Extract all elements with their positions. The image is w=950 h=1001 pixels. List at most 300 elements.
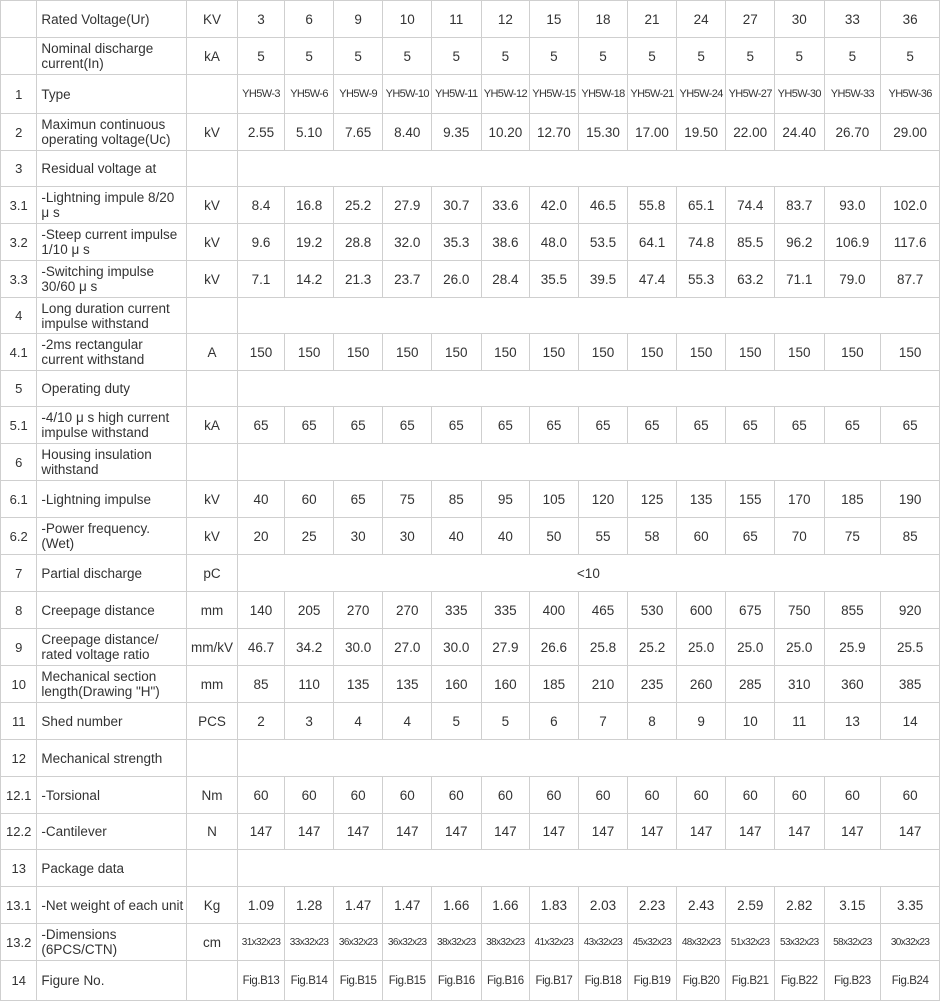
value-cell: 30 (383, 518, 432, 555)
value-cell: 11 (432, 1, 482, 38)
value-cell: 27 (726, 1, 775, 38)
value-cell: 106.9 (824, 224, 881, 261)
row-label: Creepage distance/ rated voltage ratio (37, 629, 187, 666)
value-cell: 2.43 (676, 887, 726, 924)
value-cell: 150 (237, 334, 285, 371)
value-cell: 150 (774, 334, 824, 371)
header-row-rated-voltage (1, 1, 940, 38)
value-cell: 5 (481, 703, 530, 740)
row-label: -Lightning impule 8/20 μ s (37, 187, 187, 224)
row-label: Nominal discharge current(In) (37, 38, 187, 75)
row-number: 12.2 (1, 814, 37, 850)
value-cell: 400 (530, 592, 579, 629)
value-cell: Fig.B24 (881, 961, 940, 1001)
table-row (1, 629, 940, 666)
value-cell: 60 (333, 777, 383, 814)
value-cell: 34.2 (285, 629, 334, 666)
header-row-nominal-discharge (1, 38, 940, 75)
value-cell: 51x32x23 (726, 924, 775, 961)
value-cell: 5 (432, 703, 482, 740)
row-unit: mm/kV (187, 629, 238, 666)
empty-section-cell (237, 740, 939, 777)
row-number: 5.1 (1, 407, 37, 444)
value-cell: 147 (530, 814, 579, 850)
value-cell: 85 (881, 518, 940, 555)
row-number (1, 1, 37, 38)
value-cell: 95 (481, 481, 530, 518)
value-cell: Fig.B16 (432, 961, 482, 1001)
row-unit (187, 444, 238, 481)
value-cell: YH5W-18 (578, 75, 628, 114)
row-label: -Torsional (37, 777, 187, 814)
value-cell: 16.8 (285, 187, 334, 224)
value-cell: 102.0 (881, 187, 940, 224)
value-cell: 140 (237, 592, 285, 629)
value-cell: 50 (530, 518, 579, 555)
table-row (1, 407, 940, 444)
value-cell: YH5W-24 (676, 75, 726, 114)
value-cell: 855 (824, 592, 881, 629)
row-number: 4.1 (1, 334, 37, 371)
row-number: 3 (1, 151, 37, 187)
value-cell: 55.8 (628, 187, 677, 224)
value-cell: 4 (333, 703, 383, 740)
value-cell: 5 (824, 38, 881, 75)
row-unit: kV (187, 187, 238, 224)
value-cell: 12.70 (530, 114, 579, 151)
value-cell: 65 (676, 407, 726, 444)
value-cell: 14 (881, 703, 940, 740)
row-unit: Nm (187, 777, 238, 814)
value-cell: 160 (432, 666, 482, 703)
value-cell: 60 (285, 777, 334, 814)
empty-section-cell (237, 371, 939, 407)
value-cell: YH5W-11 (432, 75, 482, 114)
value-cell: 5 (628, 38, 677, 75)
empty-section-cell (237, 444, 939, 481)
row-number: 6.2 (1, 518, 37, 555)
value-cell: 58 (628, 518, 677, 555)
row-number: 14 (1, 961, 37, 1001)
value-cell: Fig.B14 (285, 961, 334, 1001)
value-cell: 110 (285, 666, 334, 703)
value-cell: 65 (578, 407, 628, 444)
row-unit: cm (187, 924, 238, 961)
value-cell: 25.2 (628, 629, 677, 666)
value-cell: 5 (676, 38, 726, 75)
value-cell: YH5W-33 (824, 75, 881, 114)
value-cell: 29.00 (881, 114, 940, 151)
table-row (1, 924, 940, 961)
table-row (1, 334, 940, 371)
table-row (1, 518, 940, 555)
value-cell: 43x32x23 (578, 924, 628, 961)
value-cell: 147 (628, 814, 677, 850)
row-number: 3.1 (1, 187, 37, 224)
table-row (1, 114, 940, 151)
value-cell: 64.1 (628, 224, 677, 261)
value-cell: 6 (285, 1, 334, 38)
row-unit (187, 151, 238, 187)
row-label: -Switching impulse 30/60 μ s (37, 261, 187, 298)
value-cell: 65 (333, 407, 383, 444)
value-cell: 5 (333, 38, 383, 75)
table-row (1, 151, 940, 187)
value-cell: 150 (726, 334, 775, 371)
value-cell: 150 (383, 334, 432, 371)
value-cell: 7.65 (333, 114, 383, 151)
value-cell: 25.8 (578, 629, 628, 666)
value-cell: 2.82 (774, 887, 824, 924)
value-cell: 28.8 (333, 224, 383, 261)
value-cell: 5 (237, 38, 285, 75)
value-cell: 147 (881, 814, 940, 850)
table-row (1, 740, 940, 777)
value-cell: 65 (530, 407, 579, 444)
value-cell: 85.5 (726, 224, 775, 261)
value-cell: 83.7 (774, 187, 824, 224)
value-cell: 55 (578, 518, 628, 555)
value-cell: 2.59 (726, 887, 775, 924)
value-cell: 2 (237, 703, 285, 740)
value-cell: 60 (881, 777, 940, 814)
value-cell: 150 (285, 334, 334, 371)
value-cell: 33 (824, 1, 881, 38)
row-unit: A (187, 334, 238, 371)
table-row (1, 555, 940, 592)
value-cell: 235 (628, 666, 677, 703)
value-cell: 60 (481, 777, 530, 814)
value-cell: 920 (881, 592, 940, 629)
value-cell: 60 (628, 777, 677, 814)
value-cell: YH5W-15 (530, 75, 579, 114)
value-cell: 147 (285, 814, 334, 850)
row-unit: KV (187, 1, 238, 38)
empty-section-cell (237, 151, 939, 187)
row-number: 6 (1, 444, 37, 481)
value-cell: 21 (628, 1, 677, 38)
value-cell: 4 (383, 703, 432, 740)
value-cell: 42.0 (530, 187, 579, 224)
value-cell: 147 (383, 814, 432, 850)
value-cell: YH5W-10 (383, 75, 432, 114)
value-cell: 150 (333, 334, 383, 371)
value-cell: 360 (824, 666, 881, 703)
value-cell: 8.40 (383, 114, 432, 151)
row-unit: PCS (187, 703, 238, 740)
row-unit (187, 961, 238, 1001)
value-cell: 3 (285, 703, 334, 740)
value-cell: Fig.B22 (774, 961, 824, 1001)
value-cell: 125 (628, 481, 677, 518)
row-number: 13.2 (1, 924, 37, 961)
row-number: 9 (1, 629, 37, 666)
value-cell: 8.4 (237, 187, 285, 224)
value-cell: 23.7 (383, 261, 432, 298)
value-cell: 48.0 (530, 224, 579, 261)
value-cell: 135 (383, 666, 432, 703)
value-cell: 46.7 (237, 629, 285, 666)
value-cell: 530 (628, 592, 677, 629)
value-cell: YH5W-9 (333, 75, 383, 114)
row-number: 1 (1, 75, 37, 114)
value-cell: 135 (333, 666, 383, 703)
row-label: -Cantilever (37, 814, 187, 850)
row-number: 5 (1, 371, 37, 407)
value-cell: 60 (578, 777, 628, 814)
value-cell: 150 (432, 334, 482, 371)
value-cell: 65 (726, 407, 775, 444)
value-cell: 147 (333, 814, 383, 850)
value-cell: 87.7 (881, 261, 940, 298)
value-cell: 60 (432, 777, 482, 814)
value-cell: Fig.B21 (726, 961, 775, 1001)
value-cell: 1.28 (285, 887, 334, 924)
value-cell: 147 (432, 814, 482, 850)
table-row (1, 887, 940, 924)
value-cell: 5 (578, 38, 628, 75)
value-cell: 79.0 (824, 261, 881, 298)
value-cell: 675 (726, 592, 775, 629)
table-row (1, 666, 940, 703)
row-label: Shed number (37, 703, 187, 740)
value-cell: 7.1 (237, 261, 285, 298)
row-number (1, 38, 37, 75)
table-row (1, 444, 940, 481)
value-cell: 5 (383, 38, 432, 75)
value-cell: 65 (774, 407, 824, 444)
value-cell: 65 (432, 407, 482, 444)
value-cell: 30 (333, 518, 383, 555)
value-cell: 9 (333, 1, 383, 38)
row-label: -Steep current impulse 1/10 μ s (37, 224, 187, 261)
value-cell: 1.66 (432, 887, 482, 924)
value-cell: 11 (774, 703, 824, 740)
value-cell: 33x32x23 (285, 924, 334, 961)
value-cell: 5.10 (285, 114, 334, 151)
value-cell: 147 (774, 814, 824, 850)
value-cell: 53.5 (578, 224, 628, 261)
value-cell: 74.4 (726, 187, 775, 224)
table-row (1, 850, 940, 887)
row-label: -4/10 μ s high current impulse withstand (37, 407, 187, 444)
table-row (1, 261, 940, 298)
row-label: -Power frequency. (Wet) (37, 518, 187, 555)
value-cell: 65 (237, 407, 285, 444)
value-cell: 70 (774, 518, 824, 555)
value-cell: 22.00 (726, 114, 775, 151)
value-cell: 30 (774, 1, 824, 38)
value-cell: 30x32x23 (881, 924, 940, 961)
value-cell: 24.40 (774, 114, 824, 151)
value-cell: 27.0 (383, 629, 432, 666)
value-cell: Fig.B17 (530, 961, 579, 1001)
value-cell: 14.2 (285, 261, 334, 298)
value-cell: 150 (578, 334, 628, 371)
value-cell: 5 (774, 38, 824, 75)
row-number: 2 (1, 114, 37, 151)
value-cell: 65 (333, 481, 383, 518)
row-label: Figure No. (37, 961, 187, 1001)
value-cell: 71.1 (774, 261, 824, 298)
value-cell: 5 (530, 38, 579, 75)
row-label: -Net weight of each unit (37, 887, 187, 924)
value-cell: 205 (285, 592, 334, 629)
value-cell: 48x32x23 (676, 924, 726, 961)
row-label: Rated Voltage(Ur) (37, 1, 187, 38)
value-cell: 9.6 (237, 224, 285, 261)
value-cell: 190 (881, 481, 940, 518)
value-cell: 27.9 (383, 187, 432, 224)
value-cell: 750 (774, 592, 824, 629)
value-cell: 35.3 (432, 224, 482, 261)
value-cell: 40 (237, 481, 285, 518)
value-cell: 45x32x23 (628, 924, 677, 961)
row-unit: pC (187, 555, 238, 592)
row-label: Residual voltage at (37, 151, 187, 187)
value-cell: 310 (774, 666, 824, 703)
row-number: 10 (1, 666, 37, 703)
value-cell: 117.6 (881, 224, 940, 261)
empty-section-cell (237, 850, 939, 887)
row-label: Type (37, 75, 187, 114)
value-cell: 147 (824, 814, 881, 850)
value-cell: 1.47 (383, 887, 432, 924)
row-label: Long duration current impulse withstand (37, 298, 187, 334)
value-cell: 65 (285, 407, 334, 444)
value-cell: YH5W-6 (285, 75, 334, 114)
row-number: 13.1 (1, 887, 37, 924)
row-number: 3.2 (1, 224, 37, 261)
value-cell: 33.6 (481, 187, 530, 224)
row-number: 12.1 (1, 777, 37, 814)
value-cell: 3.15 (824, 887, 881, 924)
value-cell: 147 (676, 814, 726, 850)
value-cell: 147 (237, 814, 285, 850)
value-cell: 385 (881, 666, 940, 703)
value-cell: 1.09 (237, 887, 285, 924)
value-cell: 38.6 (481, 224, 530, 261)
row-number: 7 (1, 555, 37, 592)
value-cell: 24 (676, 1, 726, 38)
row-unit (187, 298, 238, 334)
row-unit: kA (187, 38, 238, 75)
value-cell: 31x32x23 (237, 924, 285, 961)
value-cell: 150 (824, 334, 881, 371)
value-cell: 3.35 (881, 887, 940, 924)
value-cell: YH5W-12 (481, 75, 530, 114)
value-cell: 150 (530, 334, 579, 371)
value-cell: 55.3 (676, 261, 726, 298)
value-cell: 19.50 (676, 114, 726, 151)
value-cell: 36x32x23 (383, 924, 432, 961)
value-cell: Fig.B16 (481, 961, 530, 1001)
value-cell: 1.66 (481, 887, 530, 924)
value-cell: 39.5 (578, 261, 628, 298)
row-label: Creepage distance (37, 592, 187, 629)
value-cell: 40 (432, 518, 482, 555)
value-cell: 65 (383, 407, 432, 444)
row-unit: mm (187, 666, 238, 703)
value-cell: Fig.B19 (628, 961, 677, 1001)
value-cell: 85 (237, 666, 285, 703)
row-number: 12 (1, 740, 37, 777)
row-unit (187, 371, 238, 407)
value-cell: 60 (676, 518, 726, 555)
value-cell: YH5W-30 (774, 75, 824, 114)
value-cell: 5 (881, 38, 940, 75)
table-row (1, 75, 940, 114)
value-cell: 150 (628, 334, 677, 371)
row-number: 11 (1, 703, 37, 740)
value-cell: Fig.B20 (676, 961, 726, 1001)
row-unit: kA (187, 407, 238, 444)
value-cell: 15 (530, 1, 579, 38)
value-cell: 2.03 (578, 887, 628, 924)
row-label: -Lightning impulse (37, 481, 187, 518)
value-cell: 3 (237, 1, 285, 38)
row-unit: N (187, 814, 238, 850)
value-cell: 46.5 (578, 187, 628, 224)
value-cell: 75 (824, 518, 881, 555)
value-cell: 160 (481, 666, 530, 703)
value-cell: 65 (481, 407, 530, 444)
value-cell: 8 (628, 703, 677, 740)
table-row (1, 814, 940, 850)
value-cell: 85 (432, 481, 482, 518)
value-cell: 210 (578, 666, 628, 703)
value-cell: 17.00 (628, 114, 677, 151)
value-cell: 96.2 (774, 224, 824, 261)
value-cell: 5 (285, 38, 334, 75)
table-row (1, 298, 940, 334)
value-cell: 120 (578, 481, 628, 518)
value-cell: 150 (481, 334, 530, 371)
value-cell: YH5W-3 (237, 75, 285, 114)
value-cell: 13 (824, 703, 881, 740)
row-unit: mm (187, 592, 238, 629)
value-cell: 32.0 (383, 224, 432, 261)
value-cell: Fig.B18 (578, 961, 628, 1001)
table-row (1, 481, 940, 518)
value-cell: 2.23 (628, 887, 677, 924)
row-unit: kV (187, 114, 238, 151)
value-cell: 7 (578, 703, 628, 740)
row-unit: kV (187, 481, 238, 518)
value-cell: 600 (676, 592, 726, 629)
row-unit: kV (187, 518, 238, 555)
value-cell: 335 (432, 592, 482, 629)
value-cell: YH5W-36 (881, 75, 940, 114)
row-unit: Kg (187, 887, 238, 924)
value-cell: 65 (824, 407, 881, 444)
value-cell: 41x32x23 (530, 924, 579, 961)
value-cell: 63.2 (726, 261, 775, 298)
value-cell: 10.20 (481, 114, 530, 151)
value-cell: 185 (824, 481, 881, 518)
row-number: 6.1 (1, 481, 37, 518)
row-unit: kV (187, 261, 238, 298)
merged-value-cell: <10 (237, 555, 939, 592)
value-cell: 60 (676, 777, 726, 814)
value-cell: 26.0 (432, 261, 482, 298)
value-cell: 147 (481, 814, 530, 850)
value-cell: 6 (530, 703, 579, 740)
value-cell: 1.47 (333, 887, 383, 924)
value-cell: 74.8 (676, 224, 726, 261)
value-cell: 465 (578, 592, 628, 629)
row-label: Mechanical section length(Drawing "H") (37, 666, 187, 703)
